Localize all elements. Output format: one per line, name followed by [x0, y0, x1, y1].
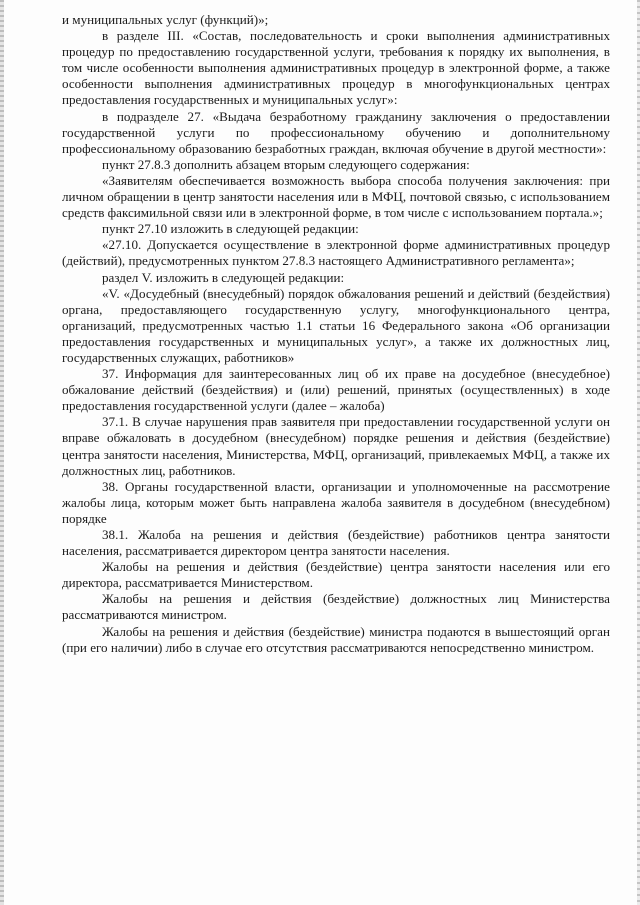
paragraph: 37. Информация для заинтересованных лиц об их праве на досудебное (внесудебное) обжалование действий (бездействия) и (или) решений, принятых (осуществленных) в ходе предоставления государственной услуги (далее – жалоба) — [62, 366, 610, 414]
paragraph: «27.10. Допускается осуществление в электронной форме административных процедур (действий), предусмотренных пунктом 27.8.3 настоящего Административного регламента»; — [62, 237, 610, 269]
paragraph: 38. Органы государственной власти, организации и уполномоченные на рассмотрение жалобы лица, которым может быть направлена жалоба заявителя в досудебном (внесудебном) порядке — [62, 478, 610, 526]
paragraph: 37.1. В случае нарушения прав заявителя при предоставлении государственной услуги он вправе обжаловать в досудебном (внесудебном) порядке решения и действия (бездействие) центра занятости населения, Министерства, МФЦ, организаций, привлекаемых МФЦ, а также их должностных лиц, работников. — [62, 414, 610, 478]
paragraph: и муниципальных услуг (функций)»; — [62, 12, 269, 27]
paragraph: «V. «Досудебный (внесудебный) порядок обжалования решений и действий (бездействия) органа, предоставляющего государственную услугу, многофункционального центра, организаций, предусмотренных частью 1.1 статьи 16 Федерального закона «Об организации предоставления государственных и муниципальных услуг», а также их должностных лиц, государственных служащих, работников» — [62, 285, 610, 365]
paragraph: Жалобы на решения и действия (бездействие) должностных лиц Министерства рассматриваются министром. — [62, 591, 610, 623]
document-body — [62, 12, 610, 656]
paragraph: пункт 27.8.3 дополнить абзацем вторым следующего содержания: — [102, 156, 470, 172]
paragraph: «Заявителям обеспечивается возможность выбора способа получения заключения: при личном обращении в центр занятости населения или в МФЦ, почтовой связью, с использованием средств факсимильной связи или в электронной форме, в том числе с использованием портала.»; — [62, 172, 610, 221]
paragraph: пункт 27.10 изложить в следующей редакции: — [102, 221, 359, 237]
paragraph: Жалобы на решения и действия (бездействие) центра занятости населения или его директора, рассматривается Министерством. — [62, 559, 610, 591]
paragraph: 38.1. Жалоба на решения и действия (бездействие) работников центра занятости населения, рассматривается директором центра занятости населения. — [62, 527, 610, 559]
paragraph: Жалобы на решения и действия (бездействие) министра подаются в вышестоящий орган (при его наличии) либо в случае его отсутствия рассматриваются непосредственно министром. — [62, 623, 610, 655]
paragraph: в подразделе 27. «Выдача безработному гражданину заключения о предоставлении государственной услуги по профессиональному обучению и дополнительному профессиональному образованию безработных граждан, включая обучение в другой местности»: — [62, 108, 610, 156]
paragraph: в разделе III. «Состав, последовательность и сроки выполнения административных процедур по предоставлению государственной услуги, требования к порядку их выполнения, в том числе особенности выполнения административных процедур в электронной форме, а также особенности выполнения административных процедур в многофункциональных центрах предоставления государственных и муниципальных услуг»: — [62, 28, 610, 108]
paragraph: раздел V. изложить в следующей редакции: — [102, 269, 345, 285]
scan-edge-left — [0, 0, 4, 905]
